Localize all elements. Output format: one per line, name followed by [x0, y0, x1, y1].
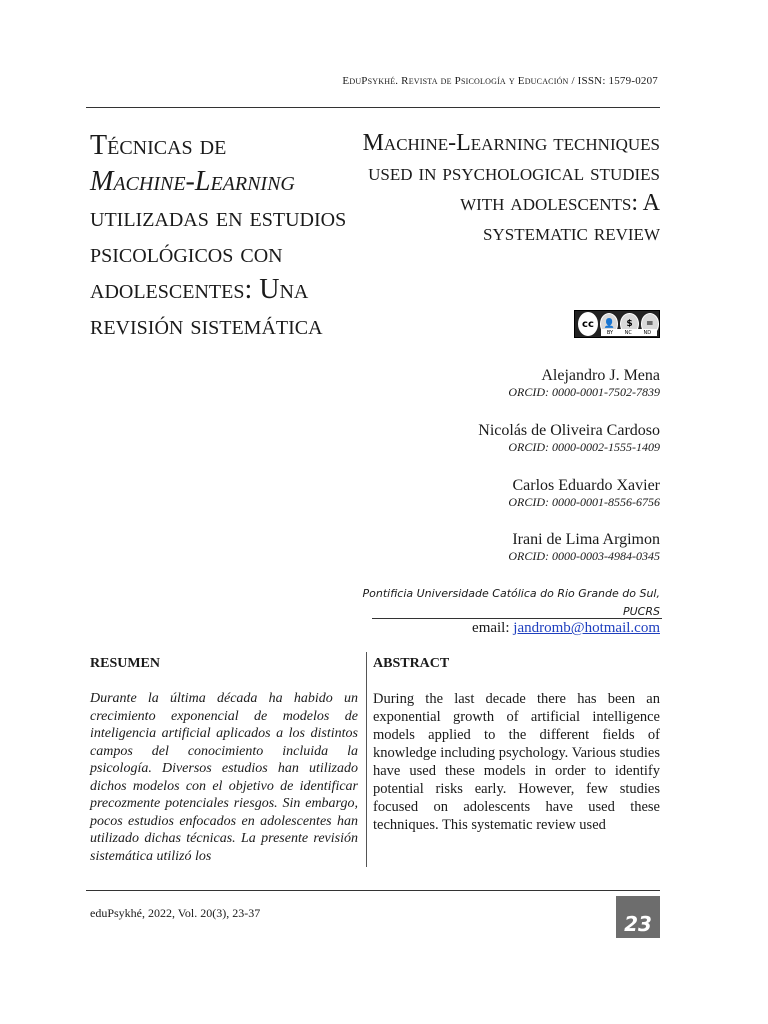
affiliation: Pontificia Universidade Católica do Rio Grande do Sul, PUCRS: [362, 587, 660, 618]
journal-header: EduPsykhé. Revista de Psicología y Educación / ISSN: 1579-0207: [342, 75, 658, 87]
footer-citation: eduPsykhé, 2022, Vol. 20(3), 23-37: [90, 906, 261, 920]
column-divider: [366, 652, 367, 867]
license-labels: [601, 329, 657, 336]
by-icon: 👤: [600, 313, 618, 335]
author-name: Nicolás de Oliveira Cardoso: [478, 422, 660, 439]
footer-divider: [86, 890, 660, 891]
nd-icon: =: [641, 313, 659, 335]
header-divider: [86, 107, 660, 108]
abstract-text: During the last decade there has been an exponential growth of artificial intelligence models applied to the different fields of knowledge including psychology. Various studies have used these models in order to identify potential risks early. However, few studies focused on adolescents have used these techniques. This systematic review used: [373, 691, 660, 833]
email-link[interactable]: jandromb@hotmail.com: [513, 620, 660, 636]
author-name: Carlos Eduardo Xavier: [512, 477, 660, 494]
title-english: Machine-Learning techniques used in psychological studies with adolescents: A systematic review: [362, 130, 660, 246]
resumen-text: Durante la última década ha habido un crecimiento exponencial de modelos de inteligencia artificial aplicados a los distintos campos del conocimiento incluida la psicología. Diversos estudios han utilizado dichos modelos con el objetivo de identificar precozmente potenciales riesgos. Sin embargo, pocos estudios enfocados en adolescentes han utilizado dichas técnicas. La presente revisión sistemática utilizó los: [90, 691, 358, 864]
author-block: [508, 476, 660, 510]
nc-icon: $: [620, 313, 638, 335]
license-label-by: BY: [606, 329, 614, 336]
affiliation-divider: [372, 618, 662, 619]
author-orcid[interactable]: ORCID: 0000-0003-4984-0345: [508, 549, 660, 563]
cc-icon: cc: [578, 312, 598, 336]
license-label-nc: NC: [624, 329, 632, 336]
resumen-heading: RESUMEN: [90, 656, 161, 671]
email-label: email:: [472, 620, 510, 636]
title-spanish-line1: Técnicas de: [90, 130, 227, 161]
title-spanish-rest: utilizadas en estudios psicológicos con adolescentes: Una revisión sistemática: [90, 202, 347, 341]
title-spanish-line2: Machine-Learning: [90, 166, 295, 197]
author-block: [508, 366, 660, 400]
license-label-nd: ND: [643, 329, 652, 336]
author-block: [478, 421, 660, 455]
title-spanish: [90, 128, 380, 344]
author-orcid[interactable]: ORCID: 0000-0002-1555-1409: [508, 440, 660, 454]
email-line: [472, 620, 660, 637]
author-block: [508, 530, 660, 564]
author-orcid[interactable]: ORCID: 0000-0001-7502-7839: [508, 385, 660, 399]
author-name: Irani de Lima Argimon: [512, 531, 660, 548]
page-number: 23: [616, 896, 660, 938]
creative-commons-license-icon[interactable]: [574, 310, 660, 338]
abstract-heading: ABSTRACT: [373, 656, 450, 671]
author-name: Alejandro J. Mena: [541, 367, 660, 384]
author-orcid[interactable]: ORCID: 0000-0001-8556-6756: [508, 495, 660, 509]
